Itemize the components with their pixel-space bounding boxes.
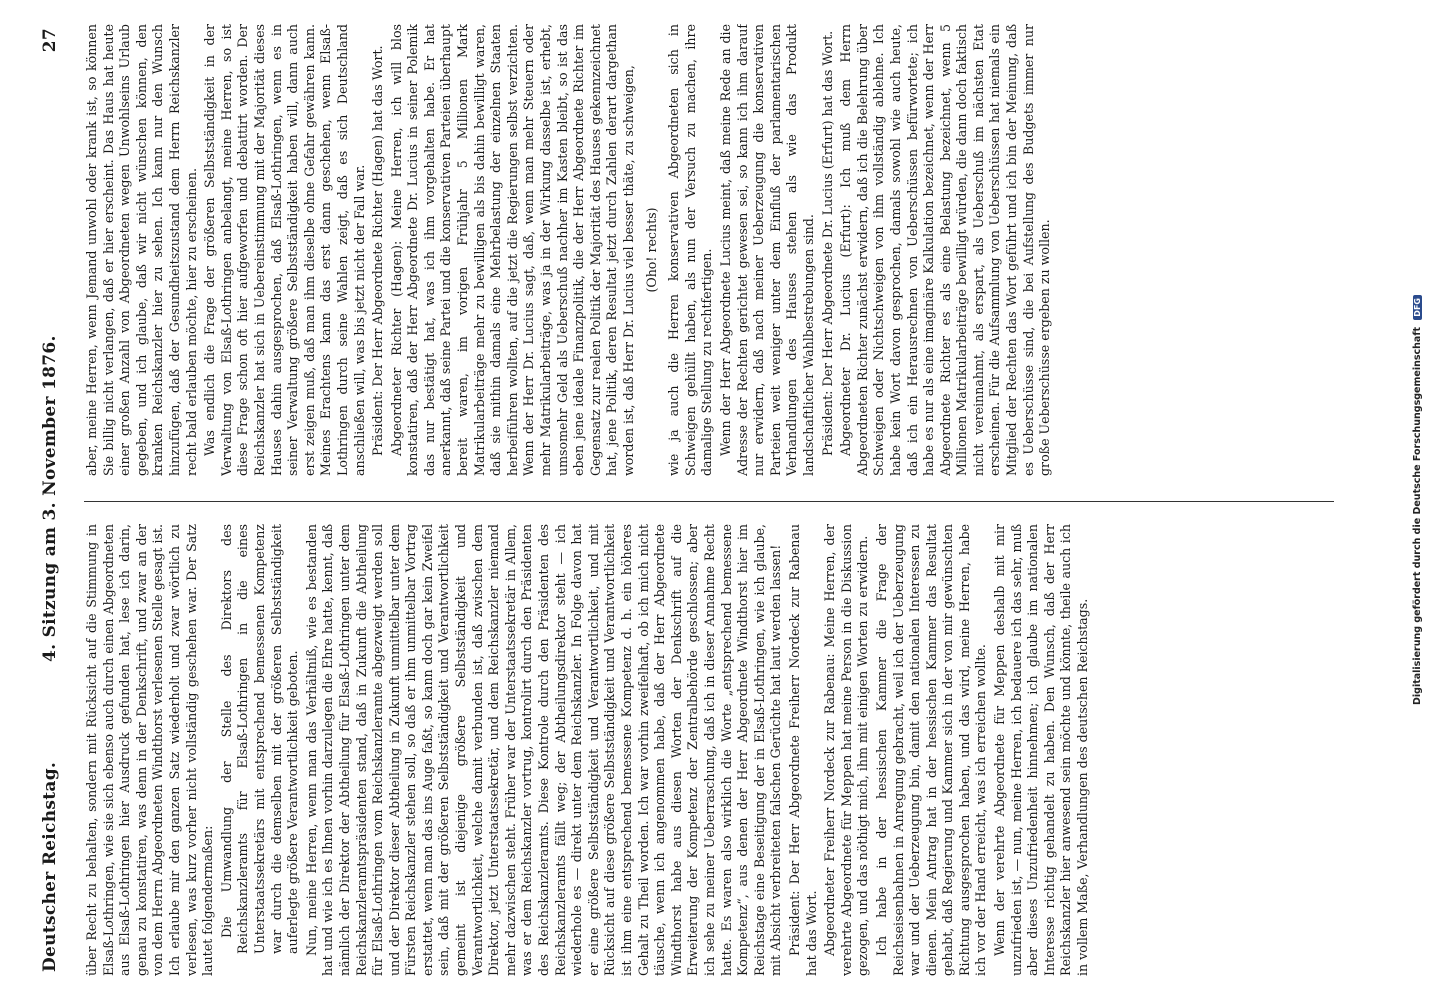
column-divider — [84, 501, 1334, 502]
page-header — [40, 28, 66, 972]
paragraph: Wenn der Herr Abgeordnete Lucius meint, daß meine Rede an die Adresse der Rechten gerichtet gewesen sei, so kann ich ihm darauf nur erwidern, daß nach meiner Ueberzeugung die konservativen Parteien weit weniger unter dem Einfluß der parlamentarischen Verhandlungen des Hauses stehen als wie das Produkt landschaftlicher Wahlbestrebungen sind. — [717, 24, 816, 476]
dfg-logo: DFG — [1413, 295, 1422, 320]
publication-title: Deutscher Reichstag. — [40, 761, 60, 972]
paragraph: Nun, meine Herren, wenn man das Verhältniß, wie es bestanden hat und wie ich es Ihnen vorhin darzulegen die Ehre hatte, kennt, daß nämlich der Direktor der Abtheilung für Elsaß-Lothringen unter dem Reichskanzleramtspräsidenten stand, daß in Zukunft die Abtheilung für Elsaß-Lothringen vom Reichskanzleramte abgezweigt werden soll und der Direktor dieser Abtheilung in Zukunft unmittelbar unter dem Fürsten Reichskanzler stehen soll, so daß er ihm unmittelbar Vortrag erstattet, wenn man das ins Auge faßt, so kann doch gar kein Zweifel sein, daß mit der größeren Selbstständigkeit und Verantwortlichkeit gemeint ist diejenige größere Selbstständigkeit und Verantwortlichkeit, welche damit verbunden ist, daß zwischen dem Direktor, jetzt Unterstaatssekretär, und dem Reichskanzler niemand mehr dazwischen steht. Früher war der Unterstaatssekretär in Allem, was er dem Reichskanzler vortrug, kontrolirt durch den Präsidenten des Reichskanzleramts. Diese Kontrole durch den Präsidenten des Reichskanzleramts fällt weg; der Abtheilungsdirektor steht — ich wiederhole es — direkt unter dem Reichskanzler. In Folge davon hat er eine größere Selbstständigkeit und Verantwortlichkeit, und mit Rücksicht auf diese größere Selbstständigkeit und Verantwortlichkeit ist ihm eine entsprechend bemessene Kompetenz d. h. ein höheres Gehalt zu Theil worden. Ich war vorhin zweifelhaft, ob ich mich nicht täusche, wenn ich angenommen habe, daß der Herr Abgeordnete Windthorst habe aus diesen Worten der Denkschrift auf die Erweiterung der Kompetenz der Zentralbehörde geschlossen; aber ich sehe zu meiner Ueberraschung, daß ich in dieser Annahme Recht hatte. Es waren also wirklich die Worte „entsprechend bemessene Kompetenz“, aus denen der Herr Abgeordnete Windthorst hier im Reichstage eine Beseitigung der in Elsaß-Lothringen, wie ich glaube, mit Absicht verbreiteten falschen Gerüchte hat laut werden lassen! — [303, 524, 784, 976]
paragraph: wie ja auch die Herren konservativen Abgeordneten sich in Schweigen gehüllt haben, als nun der Versuch zu machen, ihre damalige Stellung zu rechtfertigen. — [666, 24, 715, 476]
president-remark: Präsident: Der Herr Abgeordnete Dr. Lucius (Erfurt) hat das Wort. — [819, 30, 835, 456]
session-date: 4. Sitzung am 3. November 1876. — [40, 335, 60, 662]
president-remark: Präsident: Der Herr Abgeordnete Richter (Hagen) hat das Wort. — [370, 45, 386, 456]
paragraph: Abgeordneter Richter (Hagen): Meine Herren, ich will blos konstatiren, daß der Herr Abgeordnete Dr. Lucius in seiner Polemik das nur bestätigt hat, was ich ihm vorgehalten habe. Er hat anerkannt, daß seine Partei und die konservativen Parteien überhaupt bereit waren, im vorigen Frühjahr 5 Millionen Mark Matrikularbeiträge mehr zu bewilligen als bis dahin bewilligt waren, daß sie mithin damals eine Mehrbelastung der einzelnen Staaten herbeiführen wollten, auf die jetzt die Regierungen selbst verzichten. Wenn der Herr Dr. Lucius sagt, daß, wenn man mehr Steuern oder mehr Matrikularbeiträge, was ja in der Wirkung dasselbe ist, erhebt, umsomehr Geld als Ueberschuß nachher im Kasten bleibt, so ist das eben jene ideale Finanzpolitik, die der Herr Abgeordnete Richter im Gegensatz zur realen Politik der Majorität des Hauses gekennzeichnet hat, jene Politik, deren Resultat jetzt durch Zahlen derart dargethan worden ist, daß Herr Dr. Lucius viel besser thäte, zu schweigen, — [388, 24, 636, 476]
president-remark: Präsident: Der Herr Abgeordnete Freiherr Nordeck zur Rabenau hat das Wort. — [786, 524, 819, 976]
paragraph: Abgeordneter Dr. Lucius (Erfurt): Ich muß dem Herrn Abgeordneten Richter zunächst erwidern, daß ich die Belehrung über Schweigen oder Nichtschweigen von ihm vollständig ablehne. Ich habe kein Wort davon gesprochen, damals sowohl wie auch heute, daß ich ein Herausrechnen von Ueberschüssen befürwortete; ich habe es nur als eine imaginäre Kalkulation bezeichnet, wenn der Herr Abgeordnete Richter es als eine Belastung bezeichnet, wenn 5 Millionen Matrikularbeiträge bewilligt würden, die dann doch faktisch nicht vereinnahmt, als erspart, als Ueberschuß im nächsten Etat erscheinen. Für die Aufsammlung von Ueberschüssen hat niemals ein Mitglied der Rechten das Wort geführt und ich bin der Meinung, daß es Ueberschüsse sind, die bei Aufstellung des Budgets immer nur große Ueberschüsse ergeben zu wollen. — [838, 24, 1053, 476]
paragraph: Wenn der verehrte Abgeordnete für Meppen deshalb mit mir unzufrieden ist, — nun, meine Herren, ich bedauere ich das sehr, muß aber dieses Unzufriedenheit hinnehmen; ich glaube im nationalen Interesse richtig gehandelt zu haben. Den Wunsch, daß der Herr Reichskanzler hier anwesend sein möchte und könnte, theile auch ich in vollem Maße, Verhandlungen des deutschen Reichstags. — [992, 524, 1091, 976]
digitization-credit — [1412, 100, 1426, 900]
credit-text: Digitalisierung gefördert durch die Deutsche Forschungsgemeinschaft — [1412, 327, 1423, 705]
page-number: 27 — [40, 28, 60, 53]
paragraph: Was endlich die Frage der größeren Selbstständigkeit in der Verwaltung von Elsaß-Lothringen anbelangt, meine Herren, so ist diese Frage schon oft hier aufgeworfen und debattirt worden. Der Reichskanzler hat sich in Uebereinstimmung mit der Majorität dieses Hauses dahin ausgesprochen, daß Elsaß-Lothringen, wenn es in seiner Verwaltung größere Selbstständigkeit haben will, dann auch erst zeigen muß, daß man ihm dieselbe ohne Gefahr gewähren kann. Meines Erachtens kann das erst dann geschehen, wenn Elsaß-Lothringen durch seine Wahlen zeigt, daß es sich Deutschland anschließen will, was bis jetzt nicht der Fall war. — [202, 24, 367, 476]
paragraph: über Recht zu behalten, sondern mit Rücksicht auf die Stimmung in Elsaß-Lothringen, wie sie sich ebenso auch durch einen Abgeordneten aus Elsaß-Lothringen hier Ausdruck gefunden hat, lese ich darin, genau zu konstatiren, was denn in der Denkschrift, und zwar an der von dem Herrn Abgeordneten Windthorst verlesenen Stelle gesagt ist. Ich erlaube mir den ganzen Satz wiederholt und zwar wörtlich zu verlesen, was kurz vorher nicht vollständig geschehen war. Der Satz lautet folgendermaßen: — [84, 524, 216, 976]
paragraph: Ich habe in der hessischen Kammer die Frage der Reichseisenbahnen in Anregung gebracht, weil ich der Ueberzeugung war und der Ueberzeugung bin, damit den nationalen Interessen zu dienen. Mein Antrag hat in der hessischen Kammer das Resultat gehabt, daß Regierung und Kammer sich in der von mir gewünschten Richtung ausgesprochen haben, und das wird, meine Herren, habe ich vor der Hand erreicht, was ich erreichen wollte. — [873, 524, 989, 976]
right-column — [84, 24, 1334, 476]
left-column — [84, 524, 1334, 976]
quoted-passage: Die Umwandlung der Stelle des Direktors des Reichskanzleramts für Elsaß-Lothringen in die eines Unterstaatssekretärs mit entsprechend bemessenen Kompetenz war durch die demselben mit der größeren Selbstständigkeit auferlegte größere Verantwortlichkeit geboten. — [218, 524, 301, 954]
paragraph: Abgeordneter Freiherr Nordeck zur Rabenau: Meine Herren, der verehrte Abgeordnete für Meppen hat meine Person in die Diskussion gezogen, und das nöthigt mich, ihm mit einigen Worten zu erwidern. — [822, 524, 871, 976]
interjection: (Oho! rechts) — [643, 207, 659, 293]
paragraph: aber, meine Herren, wenn Jemand unwohl oder krank ist, so können Sie billig nicht verlangen, daß er hier erscheint. Das Haus hat heute einer großen Anzahl von Abgeordneten wegen Unwohlseins Urlaub gegeben, und ich glaube, daß wir nicht wünschen können, den kranken Reichskanzler hier zu sehen. Ich kann nur den Wunsch hinzufügen, daß der Gesundheitszustand dem Herrn Reichskanzler recht bald erlauben möchte, hier zu erscheinen. — [84, 24, 199, 476]
